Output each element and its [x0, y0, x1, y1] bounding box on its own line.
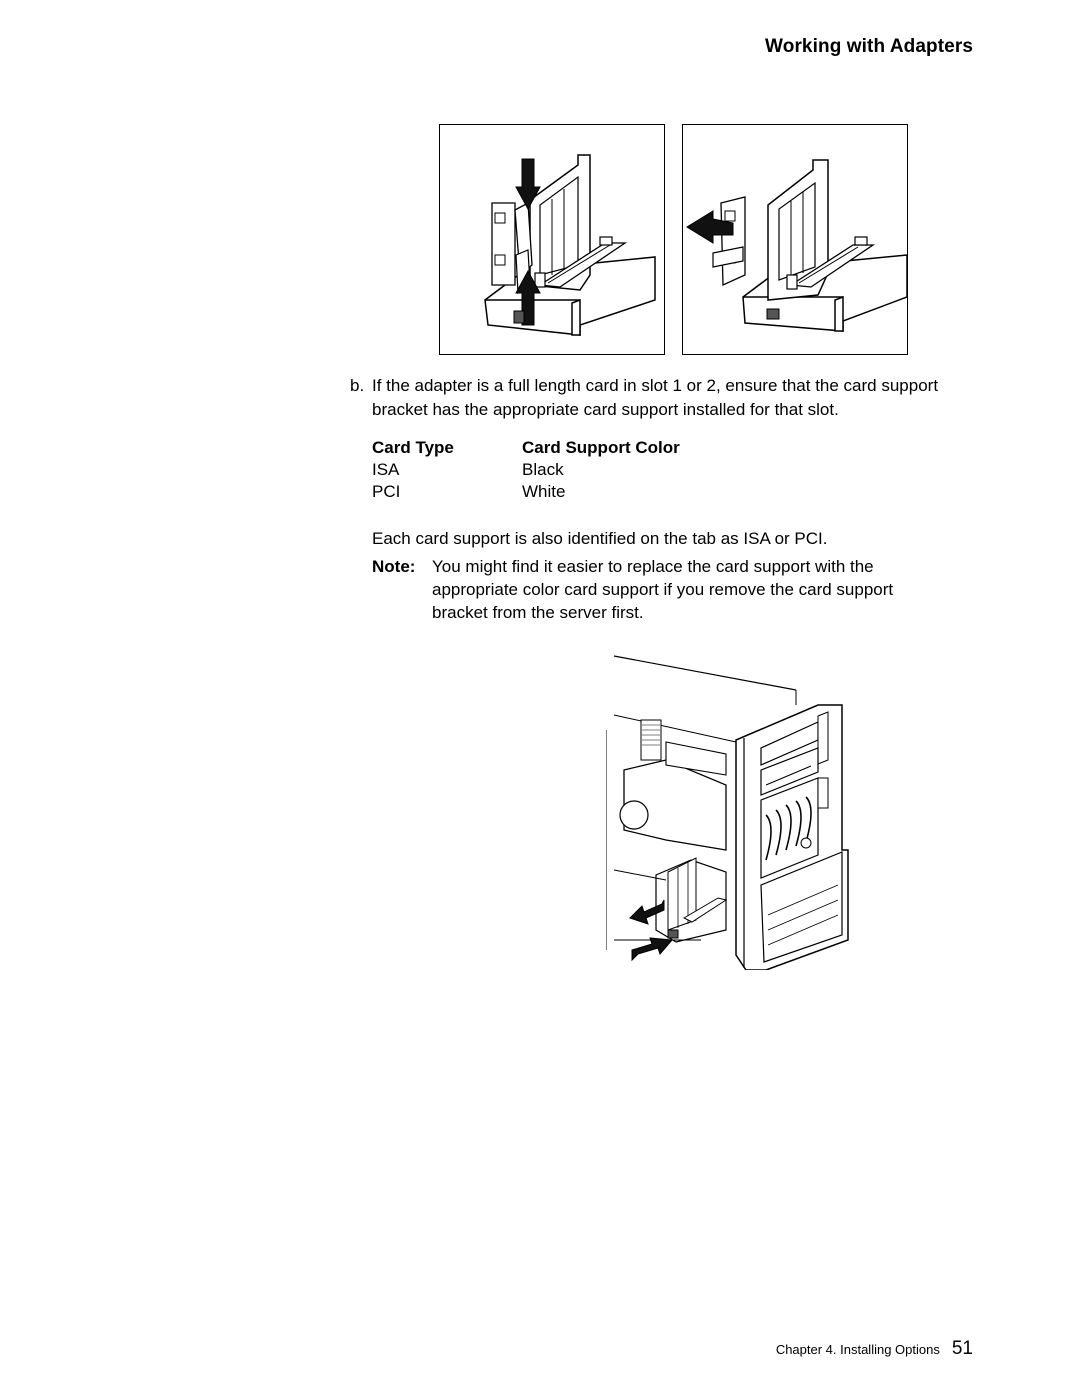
card-support-bracket-push-illustration: [440, 125, 664, 354]
step-b: [350, 374, 950, 422]
server-card-support-removal-illustration: [606, 650, 856, 970]
table-header-row: [372, 437, 680, 459]
card-support-bracket-remove-illustration: [683, 125, 907, 354]
table-cell-card-type: ISA: [372, 460, 400, 479]
page-header-title: Working with Adapters: [765, 36, 973, 57]
card-support-remove-figure: [682, 124, 908, 355]
step-b-text: If the adapter is a full length card in slot 1 or 2, ensure that the card support bracket has the appropriate card support installed for that slot.: [372, 376, 939, 419]
table-cell-card-type: PCI: [372, 482, 401, 501]
note-block: [372, 555, 952, 624]
table-cell-color: White: [522, 482, 566, 501]
table-row: [372, 481, 680, 503]
footer-chapter: Chapter 4. Installing Options: [775, 1342, 940, 1357]
page-number: 51: [951, 1338, 973, 1359]
card-support-push-figure: [439, 124, 665, 355]
server-figure: [606, 650, 856, 970]
table-cell-color: Black: [522, 460, 564, 479]
page-footer: [776, 1338, 973, 1360]
table-row: [372, 459, 680, 481]
note-label: Note:: [372, 557, 416, 576]
identification-paragraph: Each card support is also identified on the tab as ISA or PCI.: [372, 529, 828, 548]
step-marker: b.: [350, 376, 365, 395]
column-header-card-type: Card Type: [372, 438, 454, 457]
note-text: You might find it easier to replace the card support with the appropriate color card support if you remove the card support bracket from the server first.: [432, 557, 894, 622]
card-type-table: [372, 437, 680, 503]
column-header-card-support-color: Card Support Color: [522, 438, 680, 457]
